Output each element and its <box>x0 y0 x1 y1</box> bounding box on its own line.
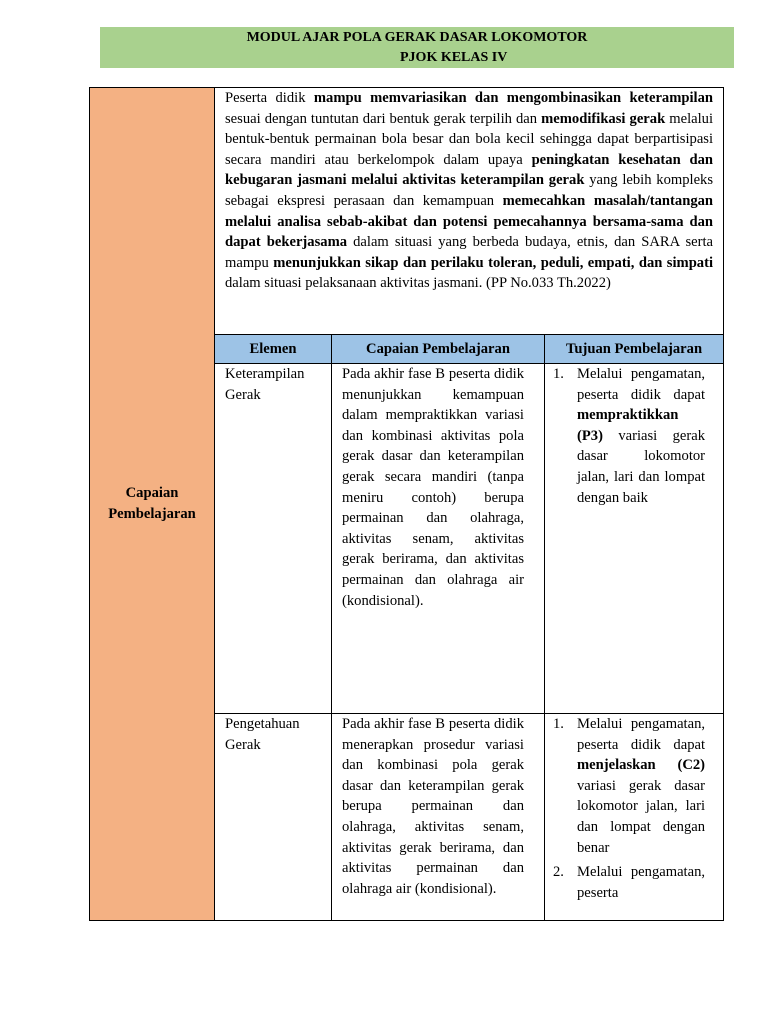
text-run: variasi gerak dasar lokomotor jalan, lari dan lompat dengan benar <box>577 777 706 856</box>
text-run: dalam situasi pelaksanaan aktivitas jasmani. (PP No.033 Th.2022) <box>225 275 611 292</box>
list-number: 2. <box>553 864 564 881</box>
tujuan-cell <box>545 364 724 714</box>
header-tujuan: Tujuan Pembelajaran <box>545 335 724 364</box>
header-elemen: Elemen <box>215 335 332 364</box>
bold-text-run: memodifikasi gerak <box>541 110 666 127</box>
tujuan-list <box>551 364 705 508</box>
capaian-side-label <box>90 88 215 921</box>
list-number: 1. <box>553 716 564 732</box>
bold-text-run: mempraktikkan (P3) <box>577 407 679 444</box>
bold-text-run: memecahkan masalah/tantangan melalui analisa sebab-akibat dan potensi pemecahannya bersama-sama dan dapat bekerjasama <box>225 192 714 251</box>
tujuan-item <box>551 714 705 858</box>
bold-text-run: menunjukkan sikap dan perilaku toleran, peduli, empati, dan simpati <box>273 254 714 271</box>
text-run: Melalui pengamatan, peserta <box>577 864 706 901</box>
tujuan-item <box>551 364 705 508</box>
side-label-line1: Capaian <box>125 485 179 502</box>
text-run: dalam situasi yang berbeda budaya, etnis, dan SARA serta mampu <box>225 234 714 271</box>
list-number: 1. <box>553 366 564 382</box>
text-run: yang lebih kompleks sebagai ekspresi perasaan dan kemampuan <box>225 172 714 209</box>
module-subtitle: PJOK KELAS IV <box>400 50 508 65</box>
side-label-line2: Pembelajaran <box>108 506 196 522</box>
capaian-cell: Pada akhir fase B peserta didik menerapkan prosedur variasi dan kombinasi pola gerak dasar dan keterampilan gerak berupa permainan dan olahraga, aktivitas senam, aktivitas gerak berirama, dan aktivitas permainan dan olahraga air (kondisional). <box>332 714 545 921</box>
text-run: sesuai dengan tuntutan dari bentuk gerak terpilih dan <box>225 110 542 127</box>
tujuan-list <box>551 714 705 903</box>
bold-text-run: peningkatan kesehatan dan kebugaran jasmani melalui aktivitas keterampilan gerak <box>225 151 714 189</box>
text-run: Peserta didik <box>225 90 314 106</box>
elemen-cell: Pengetahuan Gerak <box>215 714 332 921</box>
capaian-intro-text <box>225 88 713 294</box>
capaian-table <box>89 87 724 921</box>
text-run: melalui bentuk-bentuk permainan bola besar dan bola kecil sehingga dapat berpartisipasi secara mandiri atau berkelompok dalam upaya <box>225 110 714 168</box>
tujuan-cell <box>545 714 724 921</box>
tujuan-item <box>551 862 705 903</box>
text-run: Melalui pengamatan, peserta didik dapat <box>577 716 706 753</box>
text-run: Melalui pengamatan, peserta didik dapat <box>577 366 706 403</box>
bold-text-run: mampu memvariasikan dan mengombinasikan keterampilan <box>313 90 714 106</box>
module-title-banner <box>100 27 734 68</box>
elemen-cell: Keterampilan Gerak <box>215 364 332 714</box>
module-title: MODUL AJAR POLA GERAK DASAR LOKOMOTOR <box>246 30 588 45</box>
bold-text-run: menjelaskan (C2) <box>577 757 706 774</box>
capaian-intro-cell <box>215 88 724 335</box>
capaian-cell: Pada akhir fase B peserta didik menunjukkan kemampuan dalam mempraktikkan variasi dan kombinasi aktivitas pola gerak dasar dan keterampilan gerak secara mandiri (tanpa meniru contoh) berupa permainan dan olahraga, aktivitas senam, aktivitas gerak berirama, dan aktivitas permainan dan olahraga air (kondisional). <box>332 364 545 714</box>
text-run: variasi gerak dasar lokomotor jalan, lari dan lompat dengan baik <box>577 427 706 506</box>
header-capaian: Capaian Pembelajaran <box>332 335 545 364</box>
